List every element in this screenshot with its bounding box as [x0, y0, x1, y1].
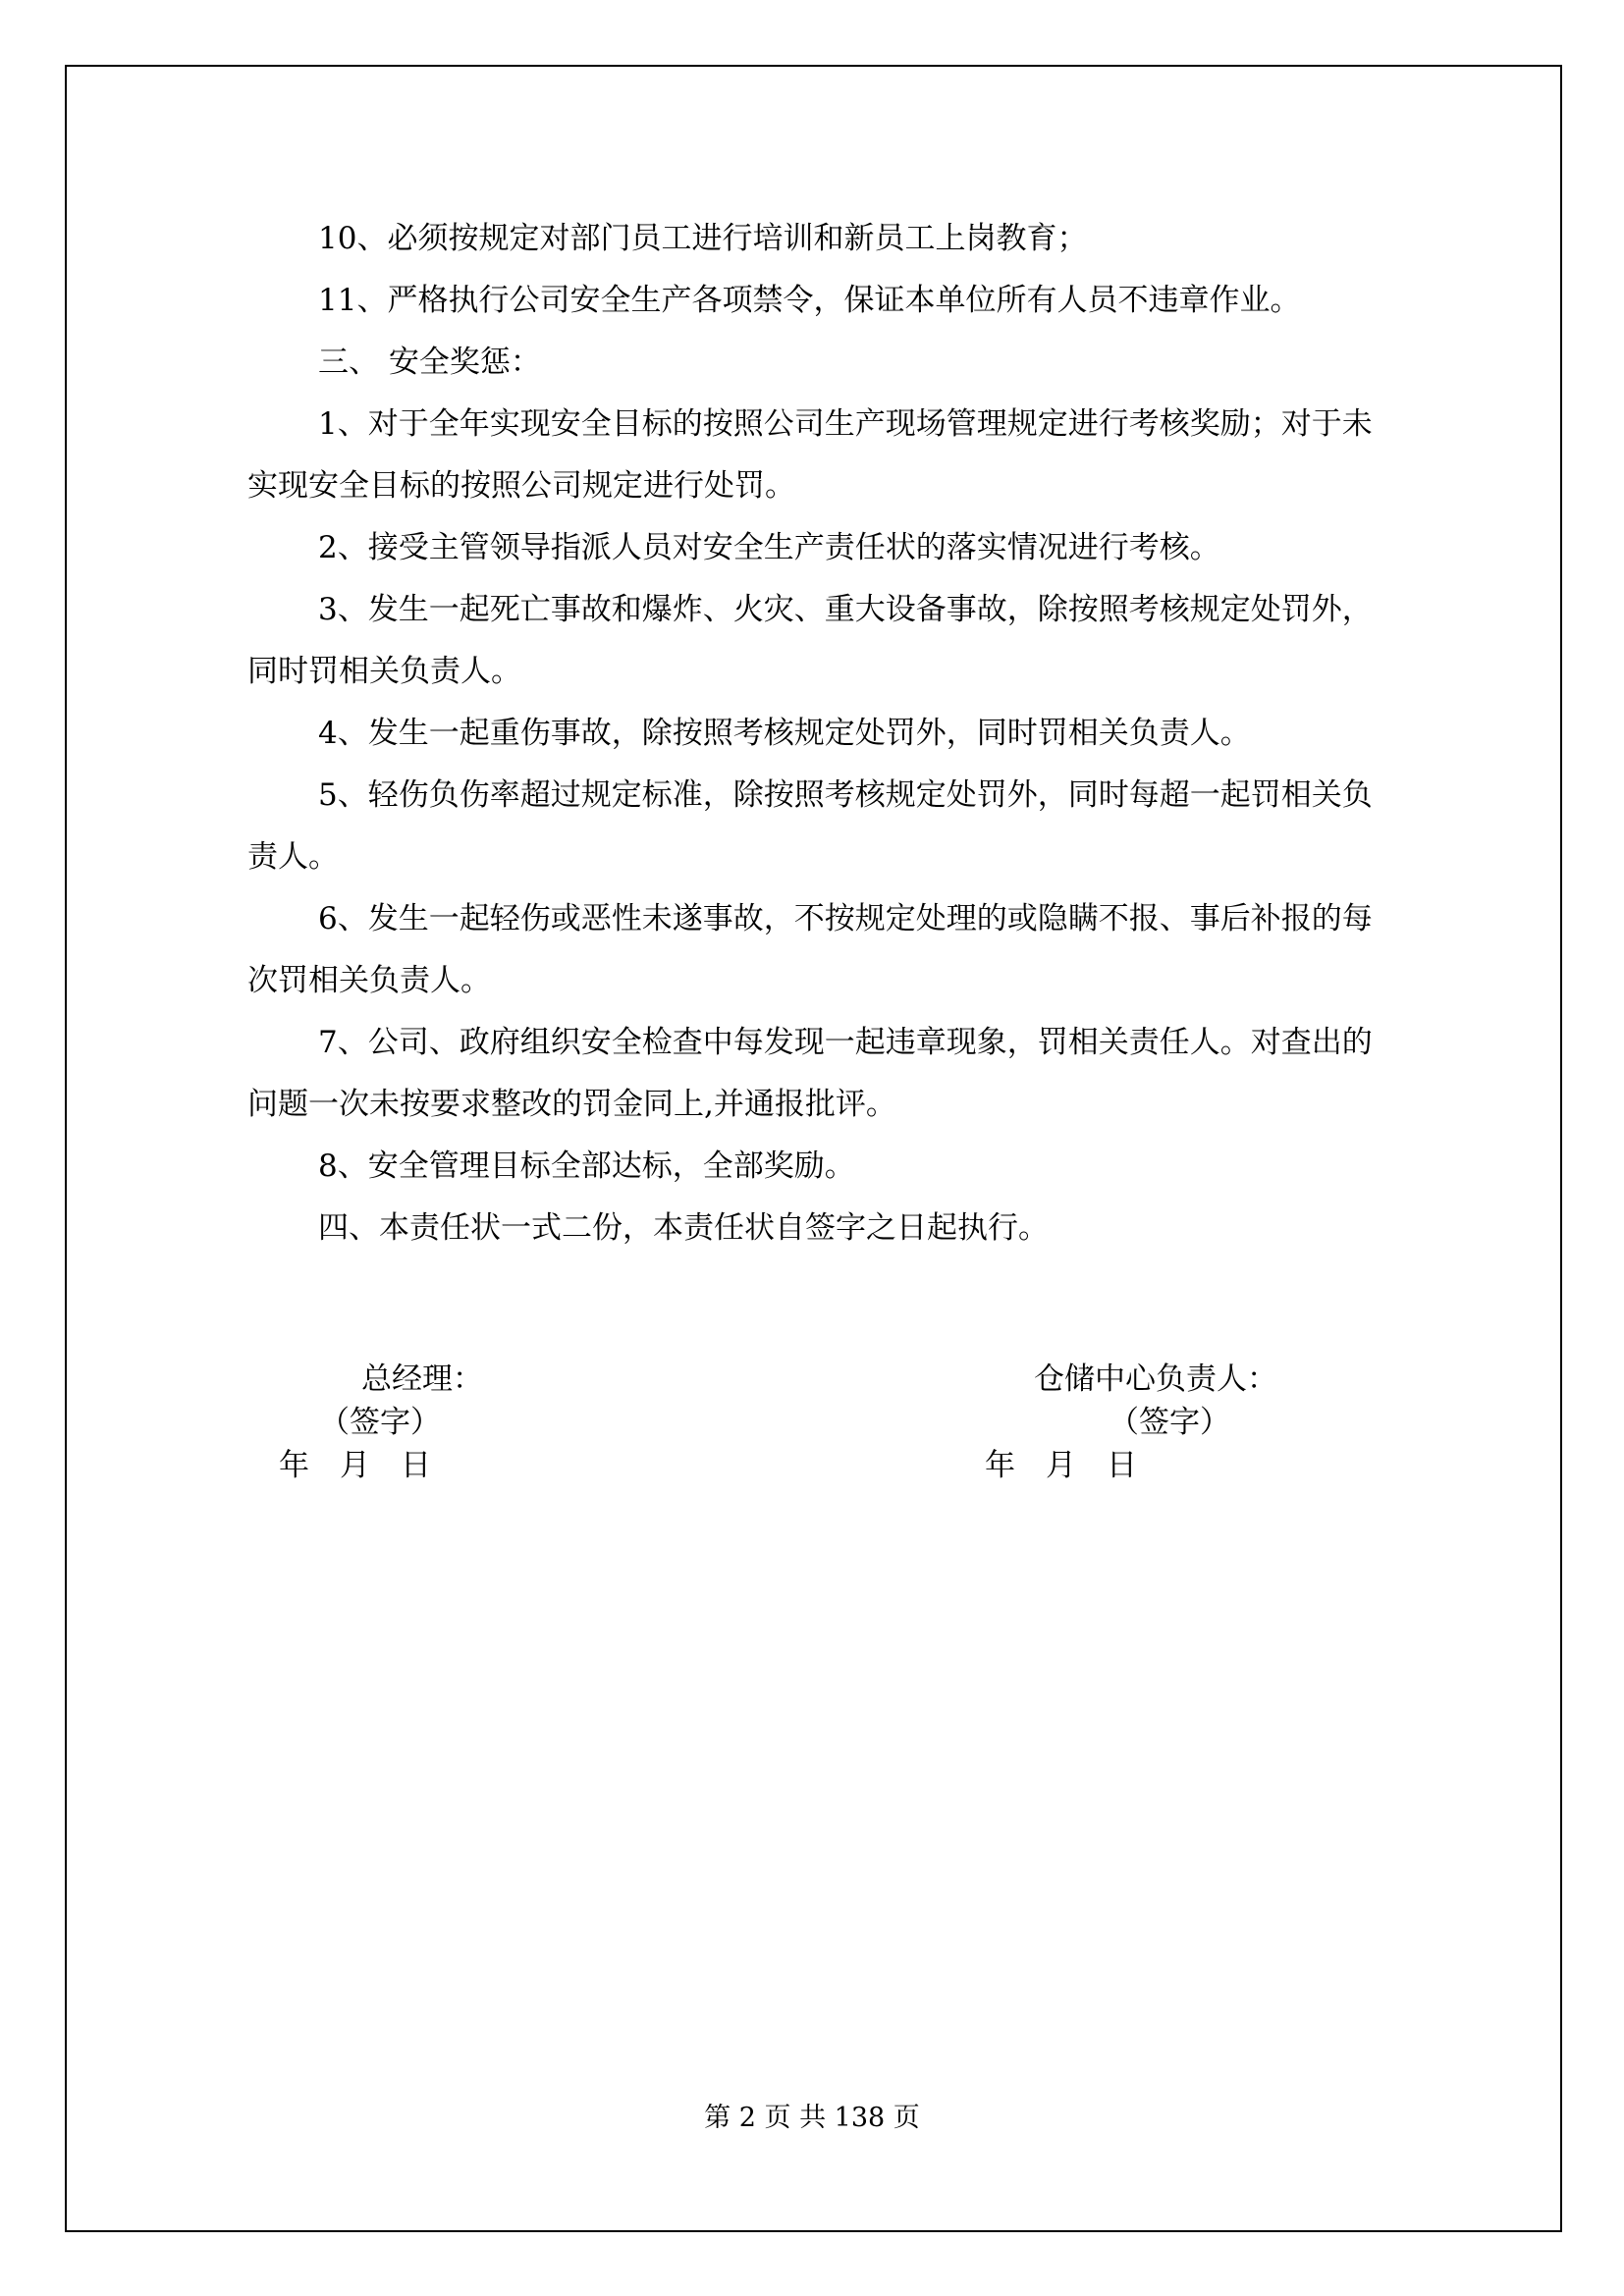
signature-right-title: 仓储中心负责人：: [1034, 1362, 1277, 1397]
paragraph-reward-7: 7、公司、政府组织安全检查中每发现一起违章现象，罚相关责任人。对查出的问题一次未按要求整改的罚金同上,并通报批评。: [247, 1025, 1373, 1122]
signature-right-sign-label: （签字）: [1109, 1405, 1230, 1440]
paragraph-reward-2: 2、接受主管领导指派人员对安全生产责任状的落实情况进行考核。: [318, 530, 1220, 565]
signature-left-sign-label: （签字）: [319, 1405, 441, 1440]
section-heading-rewards-penalties: 三、 安全奖惩：: [318, 345, 541, 380]
signature-right-date: 年 月 日: [985, 1448, 1137, 1483]
paragraph-reward-5: 5、轻伤负伤率超过规定标准，除按照考核规定处罚外，同时每超一起罚相关负责人。: [247, 777, 1373, 875]
paragraph-reward-8: 8、安全管理目标全部达标，全部奖励。: [318, 1148, 855, 1184]
section-heading-execution: 四、本责任状一式二份，本责任状自签字之日起执行。: [318, 1210, 1049, 1246]
paragraph-reward-4: 4、发生一起重伤事故，除按照考核规定处罚外，同时罚相关负责人。: [318, 716, 1251, 751]
document-body: [247, 208, 1381, 1259]
paragraph-reward-3: 3、发生一起死亡事故和爆炸、火灾、重大设备事故，除按照考核规定处罚外，同时罚相关负责人。: [247, 592, 1373, 689]
paragraph-11: 11、严格执行公司安全生产各项禁令，保证本单位所有人员不违章作业。: [318, 283, 1301, 318]
paragraph-reward-6: 6、发生一起轻伤或恶性未遂事故，不按规定处理的或隐瞒不报、事后补报的每次罚相关负责人。: [247, 901, 1373, 998]
page-footer: 第 2 页 共 138 页: [704, 2103, 920, 2133]
signature-left-date: 年 月 日: [279, 1448, 431, 1483]
paragraph-reward-1: 1、对于全年实现安全目标的按照公司生产现场管理规定进行考核奖励；对于未实现安全目标的按照公司规定进行处罚。: [247, 406, 1373, 504]
signature-left-title: 总经理：: [361, 1362, 483, 1397]
paragraph-10: 10、必须按规定对部门员工进行培训和新员工上岗教育；: [318, 221, 1088, 256]
